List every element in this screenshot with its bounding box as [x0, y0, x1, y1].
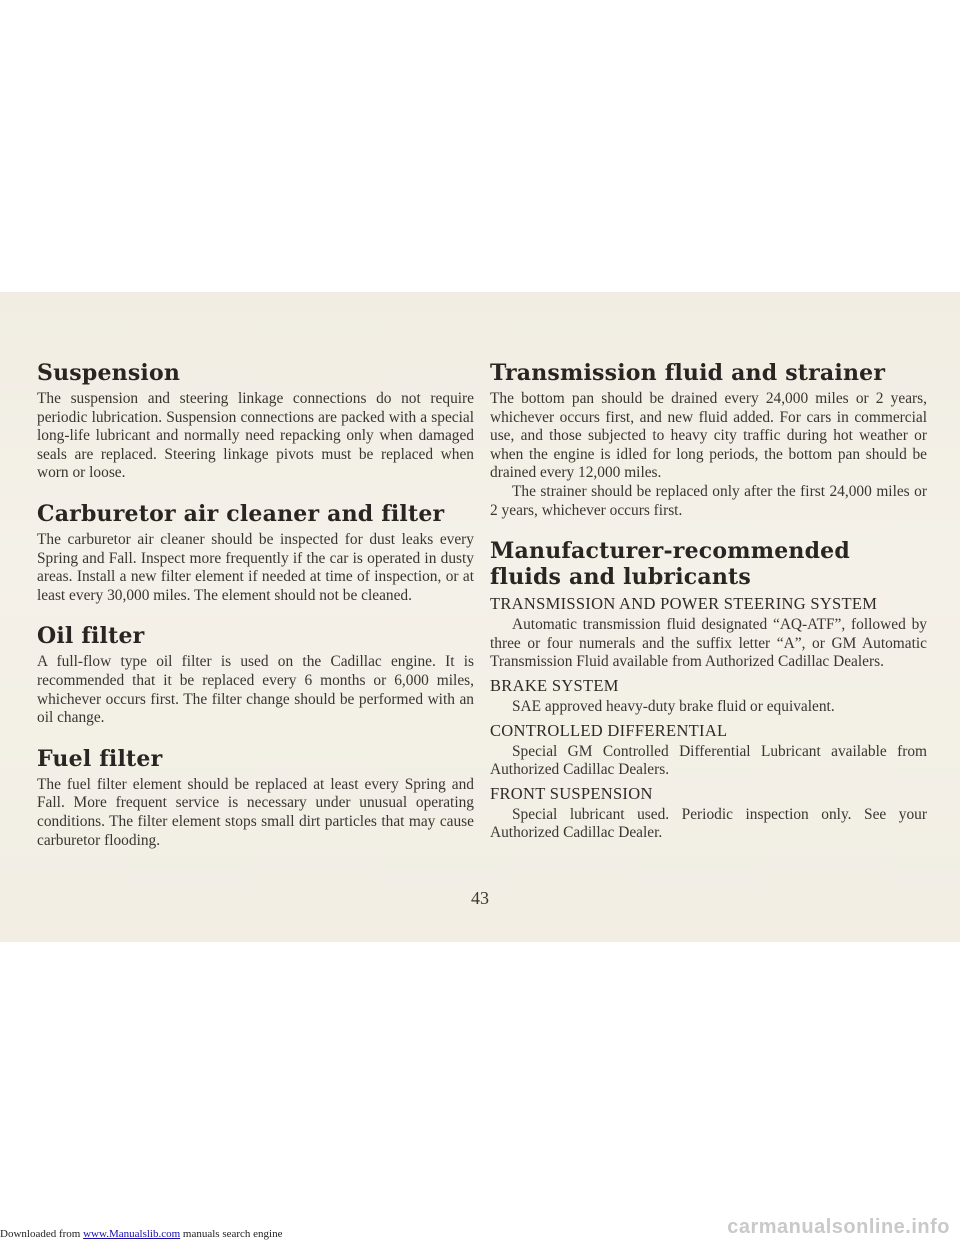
manualslib-link[interactable]: www.Manualslib.com: [83, 1228, 181, 1240]
section-body: A full-flow type oil filter is used on the Cadillac engine. It is recommended that it be replaced every 6 months or 6,000 miles, whichever occurs first. The filter change should be performed with an oil change.: [37, 653, 474, 727]
download-footer: [0, 1228, 282, 1240]
fluid-text: Automatic transmission fluid designated “AQ-ATF”, followed by three or four numerals and the suffix letter “A”, or GM Automatic Transmission Fluid available from Authorized Cadillac Dealers.: [490, 616, 927, 671]
section-title: Manufacturer-recommended fluids and lubricants: [490, 538, 850, 591]
section-body: The strainer should be replaced only after the first 24,000 miles or 2 years, whichever occurs first.: [490, 482, 927, 519]
fluid-text: Special lubricant used. Periodic inspection only. See your Authorized Cadillac Dealer.: [490, 805, 927, 842]
fuel-filter-section: [37, 746, 474, 850]
suspension-section: [37, 360, 474, 483]
fluid-text: Special GM Controlled Differential Lubricant available from Authorized Cadillac Dealers.: [490, 742, 927, 779]
fluid-heading: FRONT SUSPENSION: [490, 783, 653, 803]
section-body: The suspension and steering linkage connections do not require periodic lubrication. Suspension connections are packed with a special long-life lubricant and normally need repacking only when damaged seals are replaced. Steering linkage pivots must be replaced when worn or loose.: [37, 390, 474, 482]
section-title: Transmission fluid and strainer: [490, 360, 886, 386]
transmission-section: [490, 360, 927, 520]
section-title: Carburetor air cleaner and filter: [37, 500, 445, 527]
page-number: 43: [471, 888, 489, 908]
site-watermark: carmanualsonline.info: [727, 1216, 950, 1238]
footer-prefix: Downloaded from: [0, 1228, 84, 1240]
fluids-section: [490, 538, 927, 843]
oil-filter-section: [37, 623, 474, 727]
fluid-heading: CONTROLLED DIFFERENTIAL: [490, 720, 728, 740]
section-body: The fuel filter element should be replaced at least every Spring and Fall. More frequent service is necessary under unusual operating conditions. The filter element stops small dirt particles that may cause carburetor flooding.: [37, 775, 474, 849]
footer-suffix: manuals search engine: [180, 1228, 283, 1240]
section-title: Suspension: [37, 360, 181, 386]
section-title: Oil filter: [37, 623, 145, 650]
fluid-heading: TRANSMISSION AND POWER STEERING SYSTEM: [490, 594, 878, 614]
fluid-heading: BRAKE SYSTEM: [490, 675, 619, 695]
right-column: [490, 360, 927, 861]
section-body: The carburetor air cleaner should be inspected for dust leaks every Spring and Fall. Inspect more frequently if the car is operated in dusty areas. Install a new filter element if needed at time of inspection, or at least every 30,000 miles. The element should not be cleaned.: [37, 530, 474, 604]
left-column: [37, 360, 474, 868]
fluid-text: SAE approved heavy-duty brake fluid or equivalent.: [512, 697, 835, 715]
section-title: Fuel filter: [37, 745, 163, 772]
carburetor-section: [37, 501, 474, 605]
section-body: The bottom pan should be drained every 24,000 miles or 2 years, whichever occurs first, and new fluid added. For cars in commercial use, and those subjected to heavy city traffic during hot weather or when the engine is idled for long periods, the bottom pan should be drained every 12,000 miles.: [490, 390, 927, 482]
